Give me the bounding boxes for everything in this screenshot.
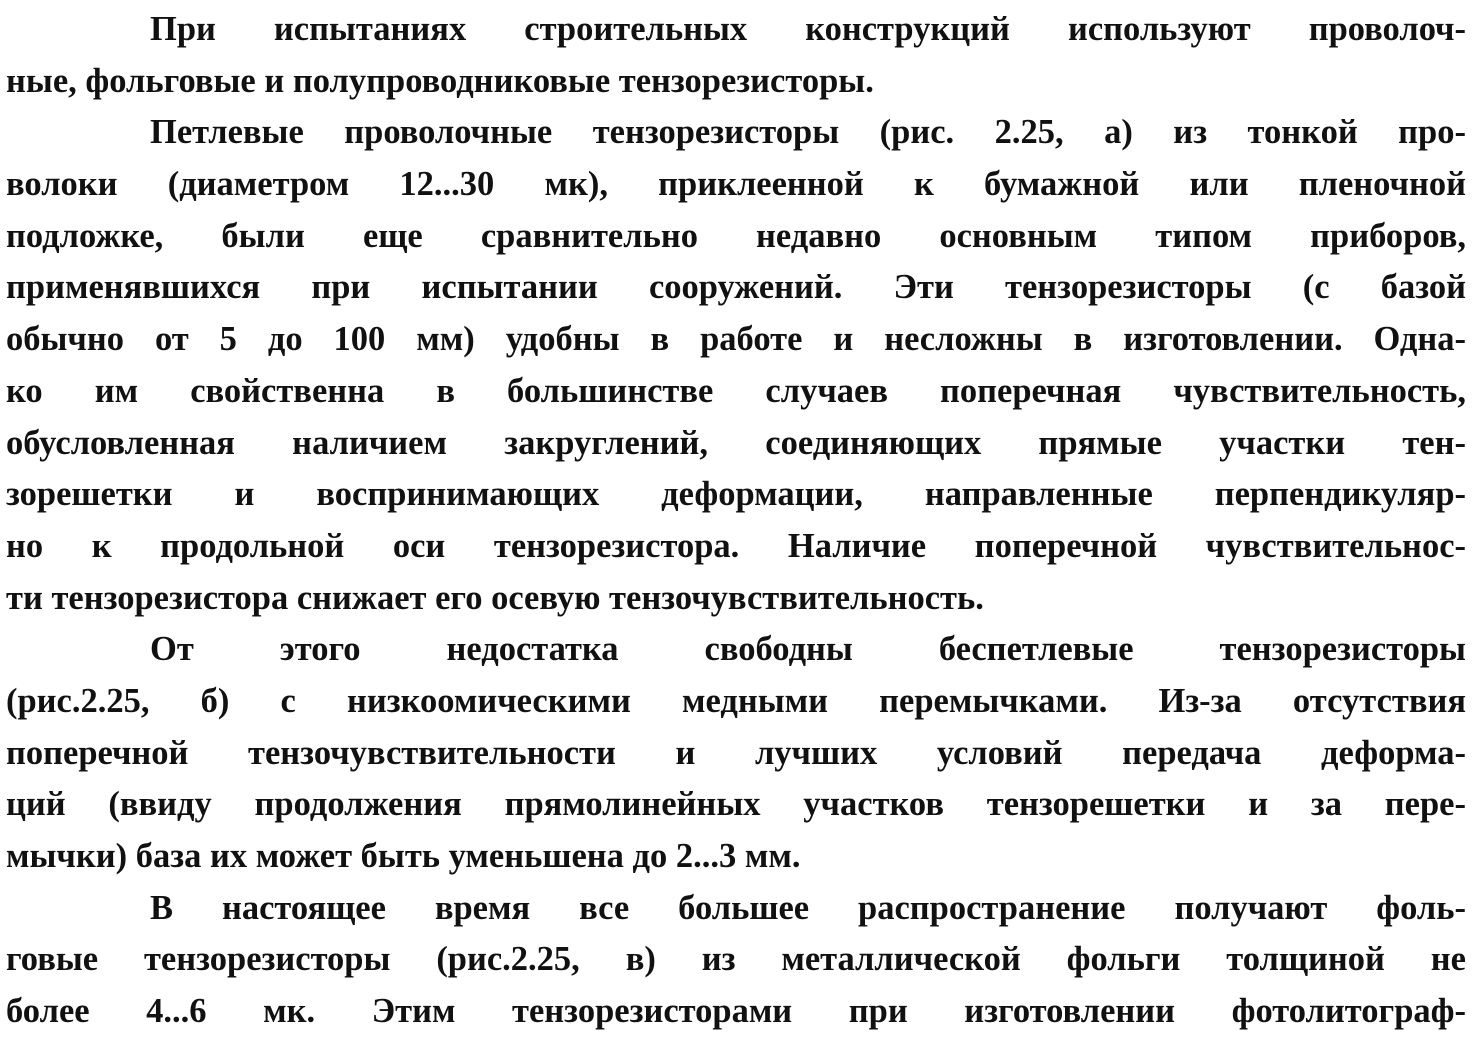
text-line: ти тензорезистора снижает его осевую тензочувствительность. bbox=[6, 578, 984, 617]
text-line: обусловленная наличием закруглений, соединяющих прямые участки тен- bbox=[6, 423, 1466, 462]
text-line: мычки) база их может быть уменьшена до 2...3 мм. bbox=[6, 837, 801, 875]
text-line: подложке, были еще сравнительно недавно основным типом приборов, bbox=[6, 216, 1466, 255]
text-line: поперечной тензочувствительности и лучших условий передача деформа- bbox=[6, 733, 1466, 772]
paragraph-2 bbox=[6, 107, 1466, 624]
text-line: волоки (диаметром 12...30 мк), приклеенной к бумажной или пленочной bbox=[6, 165, 1466, 204]
text-line: Петлевые проволочные тензорезисторы (рис. 2.25, а) из тонкой про- bbox=[150, 113, 1466, 152]
text-line: говые тензорезисторы (рис.2.25, в) из металлической фольги толщиной не bbox=[6, 940, 1466, 979]
text-line: От этого недостатка свободны беспетлевые тензорезисторы bbox=[150, 630, 1466, 669]
text-line: применявшихся при испытании сооружений. Эти тензорезисторы (с базой bbox=[6, 268, 1466, 307]
document-page bbox=[6, 4, 1466, 1038]
text-line: но к продольной оси тензорезистора. Наличие поперечной чувствительнос- bbox=[6, 526, 1466, 565]
text-line: обычно от 5 до 100 мм) удобны в работе и несложны в изготовлении. Одна- bbox=[6, 320, 1466, 359]
text-line: ций (ввиду продолжения прямолинейных участков тензорешетки и за пере- bbox=[6, 785, 1466, 824]
text-line: В настоящее время все большее распространение получают фоль- bbox=[150, 888, 1466, 927]
text-line: При испытаниях строительных конструкций используют проволоч- bbox=[150, 10, 1466, 48]
text-line: ные, фольговые и полупроводниковые тензорезисторы. bbox=[6, 61, 874, 100]
text-line: (рис.2.25, б) с низкоомическими медными перемычками. Из-за отсутствия bbox=[6, 681, 1466, 720]
paragraph-1 bbox=[6, 4, 1466, 107]
text-line: более 4...6 мк. Этим тензорезисторами при изготовлении фотолитограф- bbox=[6, 992, 1466, 1031]
paragraph-4 bbox=[6, 883, 1466, 1038]
paragraph-3 bbox=[6, 624, 1466, 882]
text-line: зорешетки и воспринимающих деформации, направленные перпендикуляр- bbox=[6, 475, 1466, 514]
text-line: ко им свойственна в большинстве случаев поперечная чувствительность, bbox=[6, 371, 1466, 410]
